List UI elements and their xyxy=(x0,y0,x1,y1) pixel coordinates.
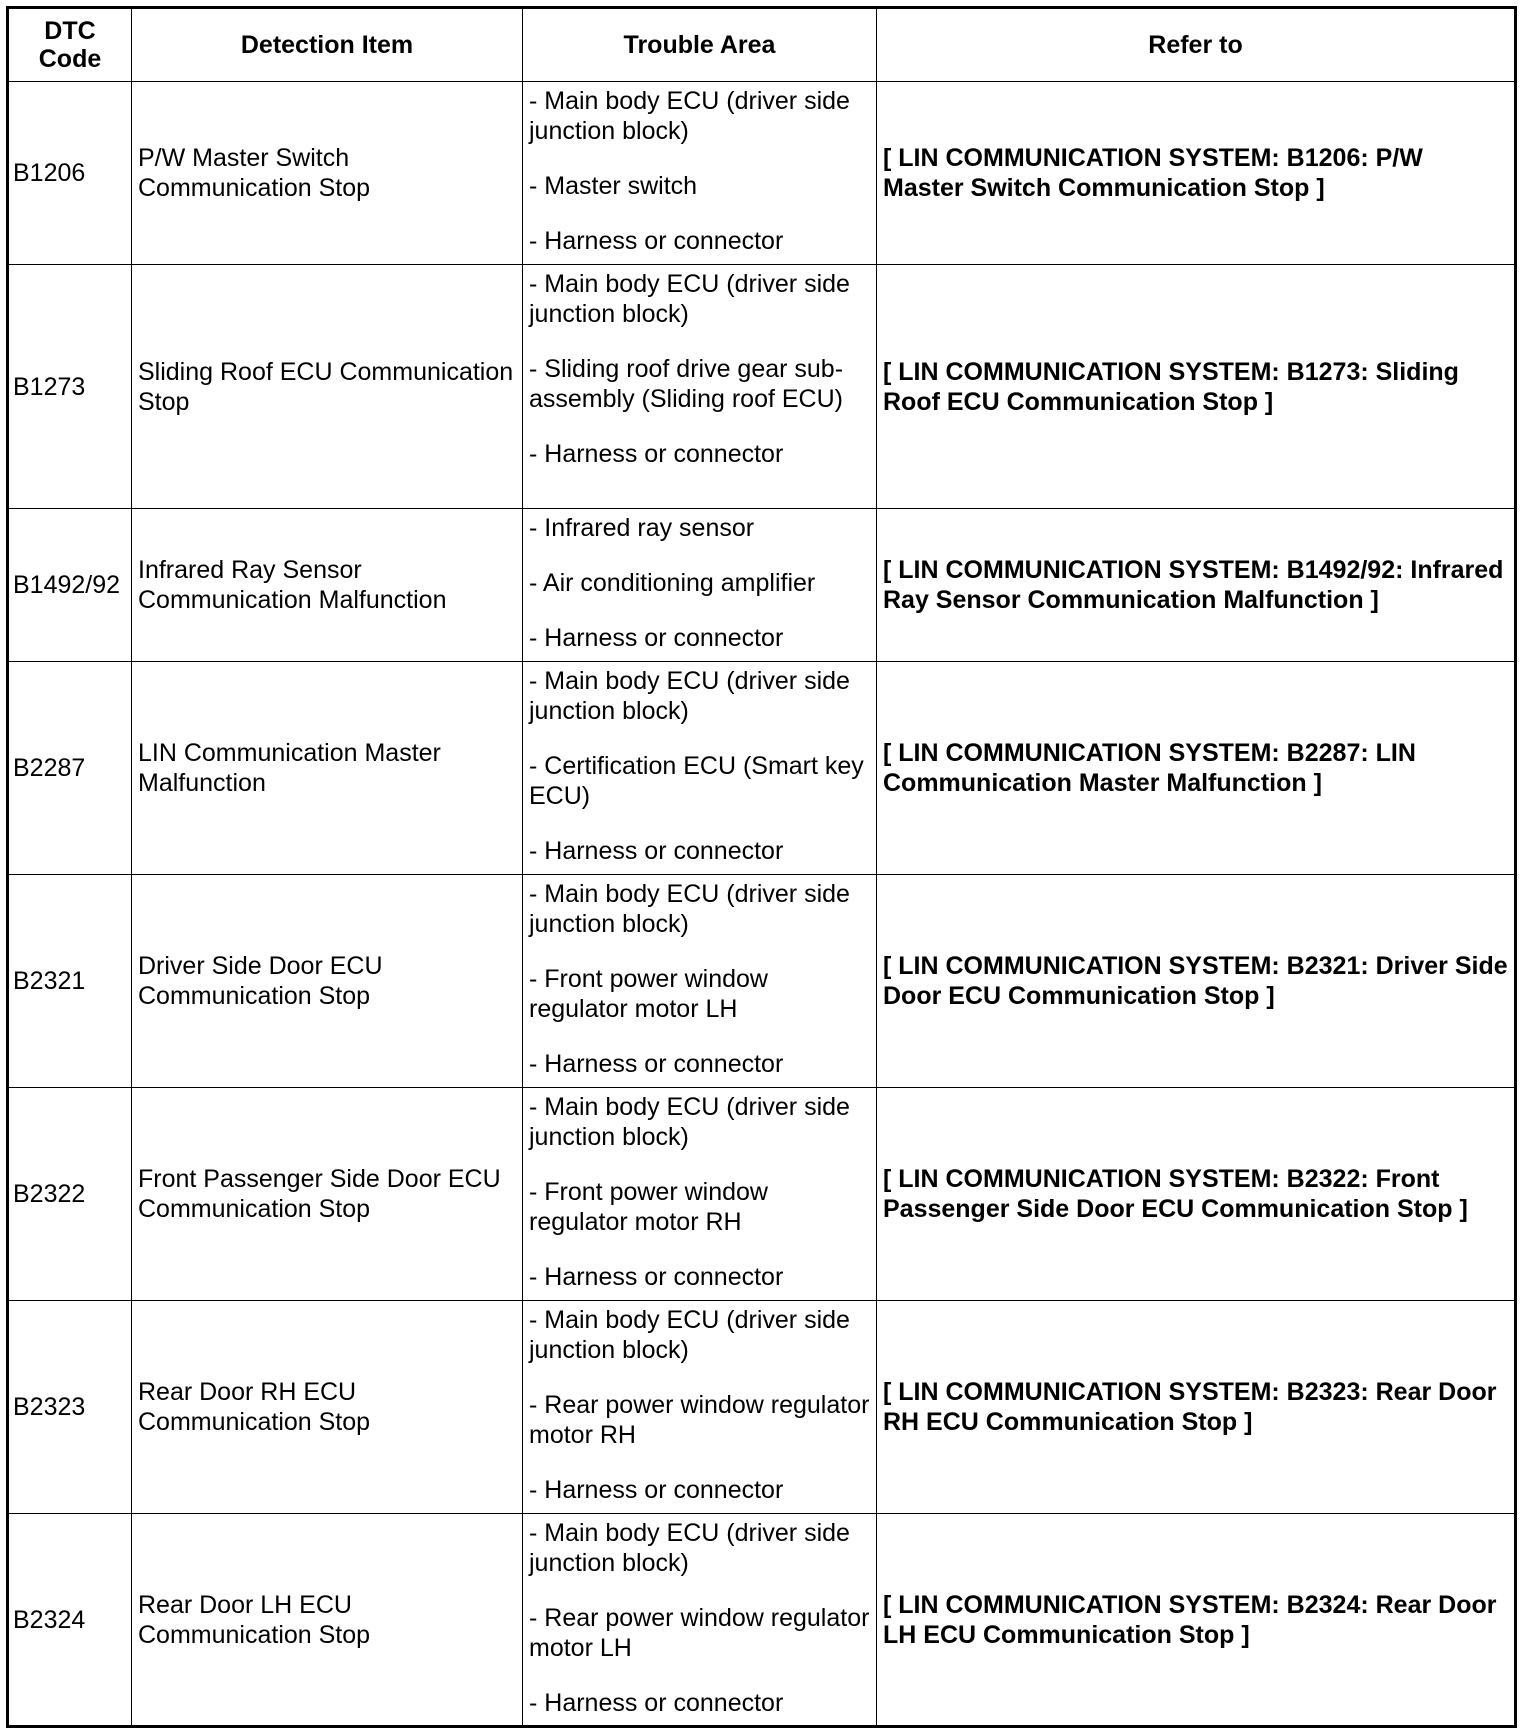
trouble-area-item: - Harness or connector xyxy=(529,624,784,652)
trouble-area-item: - Main body ECU (driver side junction block) xyxy=(529,1519,850,1577)
table-row xyxy=(8,265,1516,509)
dtc-code-cell: B1206 xyxy=(8,82,132,265)
trouble-area-item: - Main body ECU (driver side junction block) xyxy=(529,270,850,328)
dtc-code-cell: B2287 xyxy=(8,662,132,875)
trouble-area-item: - Harness or connector xyxy=(529,837,784,865)
trouble-area-item: - Front power window regulator motor LH xyxy=(529,965,768,1023)
trouble-area-cell xyxy=(523,1301,877,1514)
header-detection-item: Detection Item xyxy=(132,8,523,82)
trouble-area-cell xyxy=(523,509,877,662)
header-trouble-area: Trouble Area xyxy=(523,8,877,82)
trouble-area-item: - Certification ECU (Smart key ECU) xyxy=(529,752,864,810)
detection-item-cell: Infrared Ray Sensor Communication Malfunction xyxy=(132,509,523,662)
dtc-code-cell: B2324 xyxy=(8,1514,132,1727)
refer-to-link[interactable]: [ LIN COMMUNICATION SYSTEM: B2321: Driver Side Door ECU Communication Stop ] xyxy=(877,875,1516,1088)
table-row xyxy=(8,1514,1516,1727)
trouble-area-item: - Air conditioning amplifier xyxy=(529,569,816,597)
table-row xyxy=(8,1301,1516,1514)
dtc-code-cell: B2322 xyxy=(8,1088,132,1301)
trouble-area-item: - Main body ECU (driver side junction block) xyxy=(529,1306,850,1364)
detection-item-cell: Sliding Roof ECU Communication Stop xyxy=(132,265,523,509)
table-row xyxy=(8,1088,1516,1301)
trouble-area-item: - Infrared ray sensor xyxy=(529,514,755,542)
detection-item-cell: Rear Door RH ECU Communication Stop xyxy=(132,1301,523,1514)
trouble-area-item: - Harness or connector xyxy=(529,1263,784,1291)
dtc-code-cell: B1492/92 xyxy=(8,509,132,662)
dtc-code-cell: B2321 xyxy=(8,875,132,1088)
detection-item-cell: Driver Side Door ECU Communication Stop xyxy=(132,875,523,1088)
refer-to-link[interactable]: [ LIN COMMUNICATION SYSTEM: B1206: P/W Master Switch Communication Stop ] xyxy=(877,82,1516,265)
table-body xyxy=(8,82,1516,1727)
trouble-area-item: - Harness or connector xyxy=(529,1476,784,1504)
trouble-area-item: - Harness or connector xyxy=(529,1689,784,1717)
header-dtc-code-line1: DTC xyxy=(44,17,96,45)
table-header xyxy=(8,8,1516,82)
trouble-area-item: - Main body ECU (driver side junction block) xyxy=(529,880,850,938)
trouble-area-item: - Master switch xyxy=(529,172,698,200)
refer-to-link[interactable]: [ LIN COMMUNICATION SYSTEM: B2323: Rear Door RH ECU Communication Stop ] xyxy=(877,1301,1516,1514)
trouble-area-cell xyxy=(523,1514,877,1727)
dtc-code-cell: B2323 xyxy=(8,1301,132,1514)
trouble-area-item: - Harness or connector xyxy=(529,1050,784,1078)
table-row xyxy=(8,662,1516,875)
refer-to-link[interactable]: [ LIN COMMUNICATION SYSTEM: B2287: LIN Communication Master Malfunction ] xyxy=(877,662,1516,875)
header-refer-to: Refer to xyxy=(877,8,1516,82)
detection-item-cell: LIN Communication Master Malfunction xyxy=(132,662,523,875)
refer-to-link[interactable]: [ LIN COMMUNICATION SYSTEM: B2322: Front Passenger Side Door ECU Communication Stop ] xyxy=(877,1088,1516,1301)
trouble-area-item: - Rear power window regulator motor RH xyxy=(529,1391,870,1449)
trouble-area-item: - Sliding roof drive gear sub-assembly (Sliding roof ECU) xyxy=(529,355,844,413)
trouble-area-item: - Rear power window regulator motor LH xyxy=(529,1604,870,1662)
header-dtc-code-line2: Code xyxy=(38,45,102,73)
trouble-area-item: - Harness or connector xyxy=(529,440,784,468)
trouble-area-item: - Harness or connector xyxy=(529,227,784,255)
table-row xyxy=(8,509,1516,662)
table-row xyxy=(8,82,1516,265)
trouble-area-cell xyxy=(523,1088,877,1301)
trouble-area-item: - Front power window regulator motor RH xyxy=(529,1178,768,1236)
detection-item-cell: Rear Door LH ECU Communication Stop xyxy=(132,1514,523,1727)
refer-to-link[interactable]: [ LIN COMMUNICATION SYSTEM: B2324: Rear Door LH ECU Communication Stop ] xyxy=(877,1514,1516,1727)
dtc-table xyxy=(6,6,1517,1728)
trouble-area-cell xyxy=(523,265,877,509)
refer-to-link[interactable]: [ LIN COMMUNICATION SYSTEM: B1273: Sliding Roof ECU Communication Stop ] xyxy=(877,265,1516,509)
header-dtc-code xyxy=(8,8,132,82)
trouble-area-cell xyxy=(523,662,877,875)
trouble-area-cell xyxy=(523,82,877,265)
header-row xyxy=(8,8,1516,82)
trouble-area-item: - Main body ECU (driver side junction block) xyxy=(529,87,850,145)
trouble-area-item: - Main body ECU (driver side junction block) xyxy=(529,1093,850,1151)
refer-to-link[interactable]: [ LIN COMMUNICATION SYSTEM: B1492/92: Infrared Ray Sensor Communication Malfunction ] xyxy=(877,509,1516,662)
table-row xyxy=(8,875,1516,1088)
trouble-area-item: - Main body ECU (driver side junction block) xyxy=(529,667,850,725)
trouble-area-cell xyxy=(523,875,877,1088)
detection-item-cell: Front Passenger Side Door ECU Communication Stop xyxy=(132,1088,523,1301)
dtc-code-cell: B1273 xyxy=(8,265,132,509)
detection-item-cell: P/W Master Switch Communication Stop xyxy=(132,82,523,265)
